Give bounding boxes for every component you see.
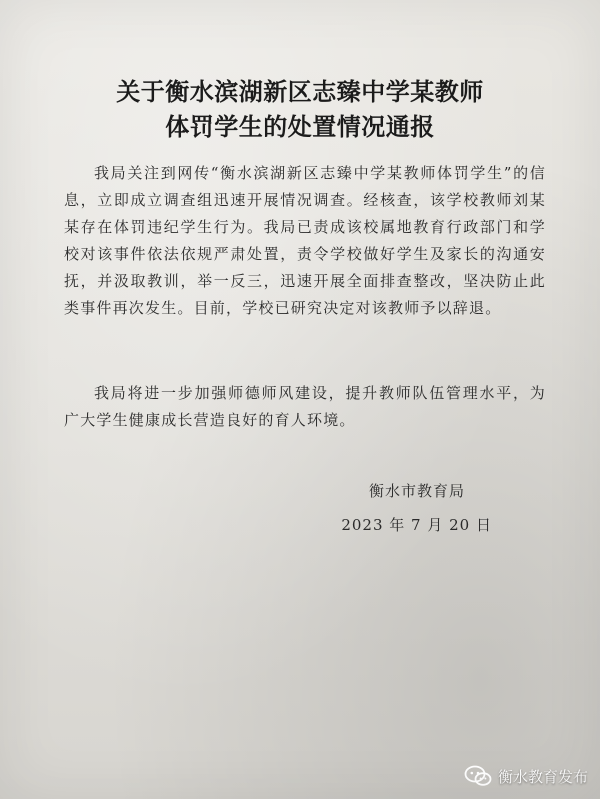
wechat-icon [464, 765, 492, 787]
signature-date: 2023 年 7 月 20 日 [341, 516, 492, 534]
watermark-text: 衡水教育发布 [497, 767, 588, 786]
document-title-line-1: 关于衡水滨湖新区志臻中学某教师 [116, 77, 484, 106]
signature-organization: 衡水市教育局 [368, 482, 465, 500]
wechat-watermark [464, 765, 588, 787]
document-title-line-2: 体罚学生的处置情况通报 [165, 112, 435, 141]
body-paragraph-1: 我局关注到网传“衡水滨湖新区志臻中学某教师体罚学生”的信息，立即成立调查组迅速开展情况调查。经核查，该学校教师刘某某存在体罚违纪学生行为。我局已责成该校属地教育行政部门和学校对该事件依法依规严肃处置，责令学校做好学生及家长的沟通安抚，并汲取教训，举一反三，迅速开展全面排查整改，坚决防止此类事件再次发生。目前，学校已研究决定对该教师予以辞退。 [64, 164, 546, 317]
body-paragraph-2: 我局将进一步加强师德师风建设，提升教师队伍管理水平，为广大学生健康成长营造良好的育人环境。 [64, 384, 546, 429]
